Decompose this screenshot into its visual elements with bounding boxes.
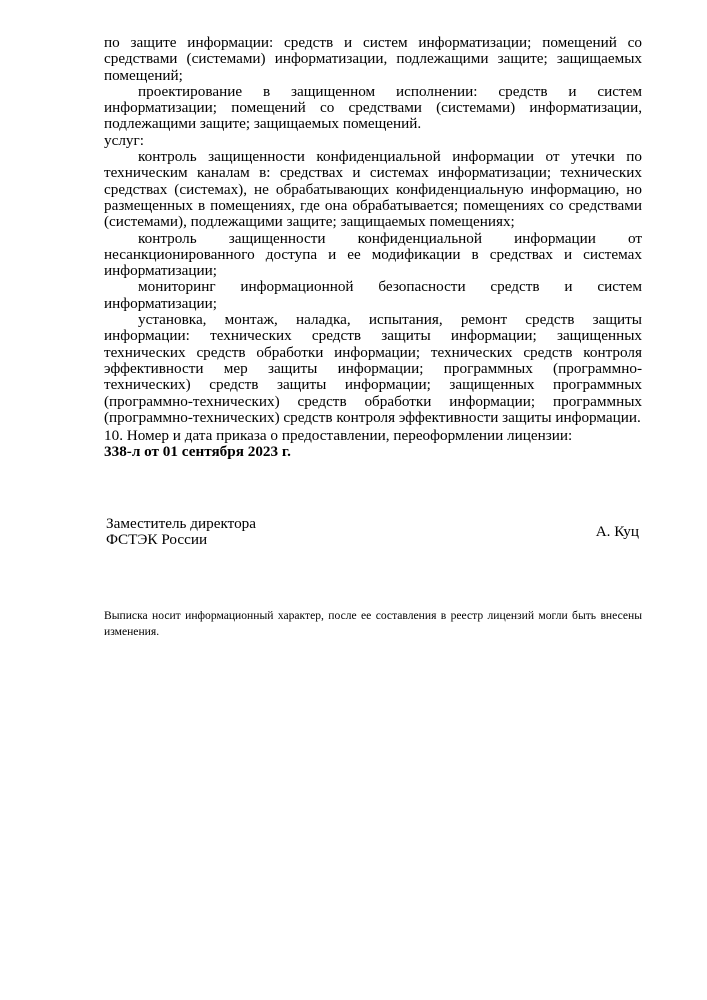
order-label: 10. Номер и дата приказа о предоставлении, переоформлении лицензии:	[104, 427, 573, 444]
paragraph-security-monitoring: мониторинг информационной безопасности средств и систем информатизации;	[104, 278, 642, 312]
license-order-section	[104, 428, 642, 461]
order-number-date: 338-л от 01 сентября 2023 г.	[104, 443, 291, 461]
license-activities-text	[104, 35, 642, 426]
signatory-organization: ФСТЭК России	[106, 531, 208, 549]
paragraph-unauthorized-access-control: контроль защищенности конфиденциальной информации от несанкционированного доступа и ее модификации в средствах и системах информатизации;	[104, 229, 642, 280]
paragraph-leak-control: контроль защищенности конфиденциальной информации от утечки по техническим каналам в: средствах и системах информатизации; технических средствах (системах), не обрабатывающих конфиденциальную информацию, но размещенных в помещениях, где она обрабатывается; помещениях со средствами (системами), подлежащими защите; защищаемых помещениях;	[104, 148, 642, 231]
signatory-name: А. Куц	[595, 523, 639, 540]
paragraph-secure-design: проектирование в защищенном исполнении: средств и систем информатизации; помещений со средствами (системами) информатизации, подлежащими защите; защищаемых помещений.	[104, 82, 642, 133]
paragraph-installation-repair: установка, монтаж, наладка, испытания, ремонт средств защиты информации: технических средств защиты информации; защищенных технических средств обработки информации; технических средств контроля эффективности мер защиты информации; программных (программно-технических) средств защиты информации; защищенных программных (программно-технических) средств обработки информации; программных (программно-технических) средств контроля эффективности защиты информации.	[104, 311, 642, 426]
paragraph-services-heading: услуг:	[104, 131, 144, 149]
disclaimer-footnote: Выписка носит информационный характер, после ее составления в реестр лицензий могли быть внесены изменения.	[104, 609, 642, 638]
signatory-position	[106, 516, 256, 549]
signatory-position-title: Заместитель директора	[106, 515, 256, 532]
paragraph-protection-objects: по защите информации: средств и систем информатизации; помещений со средствами (системами) информатизации, подлежащими защите; защищаемых помещений;	[104, 34, 642, 84]
